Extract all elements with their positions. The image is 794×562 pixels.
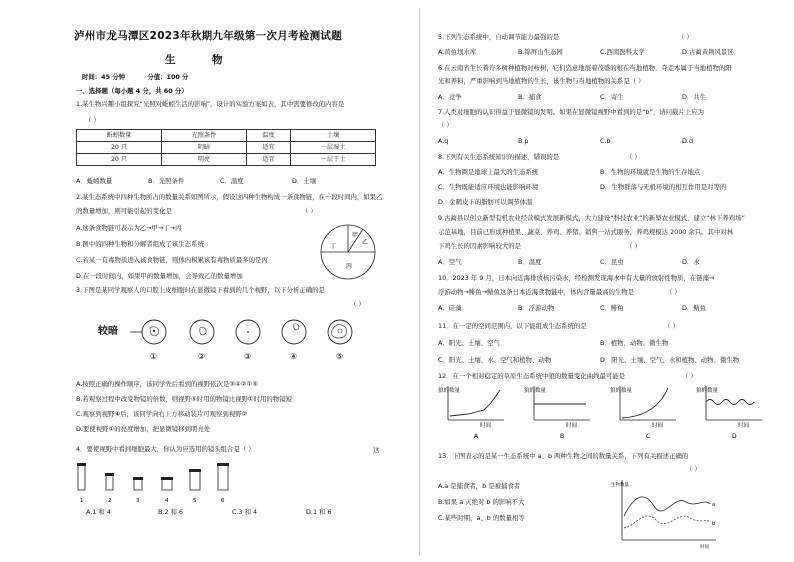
section-heading: 一、选择题（每小题 4 分，共 60 分） — [76, 87, 188, 95]
q1-answer-paren: （ ） — [85, 116, 100, 124]
right-column — [420, 0, 794, 562]
lens-5 — [189, 469, 201, 490]
q1-option-b: B．光照条件 — [148, 177, 185, 185]
graph-d — [696, 386, 762, 440]
lens-6 — [217, 463, 229, 490]
table-cell: 一层湿土 — [291, 142, 376, 154]
q2-option-d: D.在一段时间内，如果甲的数量增加，会导致乙的数量增加 — [76, 272, 243, 280]
q12-graphs — [434, 382, 784, 442]
q3-microscope-fields — [128, 314, 358, 370]
lens-label: 4 — [165, 498, 169, 504]
q1-option-d: D．土壤 — [292, 177, 317, 185]
q8-option-c: C．生物既能适应环境也能影响环境 — [438, 183, 539, 191]
graph-b — [524, 386, 590, 440]
graph-a — [438, 386, 504, 440]
q11-option-c: C．阳光、土壤、水、空气和植物、动物 — [438, 356, 552, 364]
q11-stem: 11．在一定的空间范围内，以下能组成生态系统的是 — [438, 322, 587, 330]
field-label: ① — [150, 352, 158, 361]
field-label: ② — [198, 352, 206, 361]
q13-option-a: A.a 是捕食者，b 是被捕食者 — [438, 482, 521, 490]
field-circle-1 — [142, 320, 166, 344]
curve-b — [624, 516, 710, 528]
q10-option-c: C．鲱鱼 — [600, 304, 624, 312]
q4-option-c: C.3 和 4 — [232, 508, 258, 516]
q1-option-a: A．蚯蚓数量 — [76, 177, 113, 185]
lens-label: 5 — [193, 498, 197, 504]
graph-ylabel: 狼的数量 — [696, 388, 719, 394]
field-circle-5 — [328, 320, 352, 344]
q10-option-b: B．浮游动物 — [518, 304, 555, 312]
graph-xlabel: 时间 — [700, 545, 709, 550]
lens-1 — [77, 463, 86, 490]
q8-stem: 8.下列有关生态系统知识的描述，错误的是 — [438, 153, 560, 161]
q6-stem-line1: 6.在云南省生长着许多树种植物对桉树，它们恣意地展着茂盛的根在当地植物，夺走本属于当地植物的阳 — [438, 64, 732, 72]
field-label: ⑤ — [336, 352, 344, 361]
q9-stem-line1: 9.古蔺县以创立新型有机农业经营模式发展新模式，大力建设“科技农业”的新型农业模式，建立“林下养鸡场” — [438, 214, 745, 222]
q5-option-d: D.古蔺黄荆风景区 — [682, 48, 734, 56]
q4-side-note: 这 — [373, 446, 380, 454]
pie-label-yi: 乙 — [362, 239, 369, 246]
field-circle-2 — [190, 320, 214, 344]
q9-answer-paren: （ ） — [626, 242, 641, 250]
field-circle-3 — [236, 320, 260, 344]
graph-ylabel: 狼的数量 — [524, 388, 547, 394]
q10-stem-line2: 浮游动物→鲱鱼→鲭鱼这条日本近海食物链中，体内含量最高的生物是 — [438, 288, 635, 296]
table-cell: 一层干土 — [291, 154, 376, 166]
q5-option-c: C.西南医科大学 — [600, 48, 645, 56]
q6-option-d: D．共生 — [682, 93, 707, 101]
q2-option-c: C.若某一有毒物质进入该食物链，则体内积累该有毒物质最多的是丙 — [76, 256, 268, 264]
table-cell: 阴暗 — [161, 142, 246, 154]
field-circle-4 — [282, 320, 306, 344]
q10-answer-paren: （ ） — [666, 288, 681, 296]
q2-option-a: A.这条食物链可表示为乙→甲→丁→丙 — [76, 224, 182, 232]
graph-label-c: C — [646, 433, 651, 440]
q4-option-d: D.1 和 6 — [306, 508, 332, 516]
q6-option-b: B．捕食 — [518, 93, 542, 101]
q11-option-d: D．阳光、土壤、空气、水和植物、动物、微生物 — [600, 356, 740, 364]
q3-option-b: B.若观察过程中改变物镜的倍数，则视野⑤时用的物镜比视野①时用的物镜短 — [76, 395, 292, 403]
q8-option-b: B．生物的环境就是生物的生存地点 — [600, 168, 701, 176]
q2-answer-paren: （ ） — [302, 207, 317, 215]
q2-stem-line2: 的数量增加，则可能引起的变化是 — [76, 207, 172, 215]
q9-option-c: C．昆虫 — [600, 258, 624, 266]
curve-label-b: b — [712, 521, 716, 527]
table-cell: 明亮 — [161, 154, 246, 166]
table-cell: 适宜 — [246, 154, 290, 166]
q10-option-a: A．硅藻 — [438, 304, 462, 312]
q8-option-d: D．生物群落与无机环境的相互作用是对等的 — [600, 183, 727, 191]
q13-population-graph — [610, 476, 720, 556]
q3-option-a: A.按照正确的操作顺序，该同学先后看到的视野依次是③④②①⑤ — [76, 380, 258, 388]
graph-label-d: D — [732, 433, 737, 440]
table-cell: 20 只 — [77, 154, 162, 166]
q7-stem-line1: 7.人类对细胞的认识得益于显微镜的发明。如果在显微镜视野中看到的是“b”，请问载片上应为 — [438, 108, 705, 116]
table-cell: 20 只 — [77, 142, 162, 154]
graph-xlabel: 时间 — [738, 423, 750, 429]
graph-xlabel: 时间 — [480, 423, 492, 429]
q10-stem-line1: 10．2023 年 9 月，日本向近海排放核污染水，经检测发现海水中有大量的放射性物质，在链藻→ — [438, 274, 715, 282]
graph-xlabel: 时间 — [652, 423, 664, 429]
q5-option-b: B.锦屏山生态园 — [518, 48, 563, 56]
q12-answer-paren: （ ） — [682, 372, 697, 380]
graph-ylabel: 生物数量 — [611, 483, 629, 488]
q5-stem: 5.下列生态系统中，自动调节能力最强的是 — [438, 33, 560, 41]
q7-option-b: B.p — [518, 137, 529, 145]
q3-stem: 3.下图是某同学观察人的口腔上皮细胞时在显微镜下看到的几个视野，以下分析正确的是 — [76, 286, 325, 294]
table-cell: 适宜 — [246, 142, 290, 154]
lens-2 — [105, 473, 114, 490]
q13-option-b: B.如果 a 灭绝对 b 的影响不大 — [438, 498, 525, 506]
curve-a — [624, 497, 710, 516]
lens-4 — [161, 477, 173, 490]
q11-option-b: B．植物、动物、微生物 — [600, 339, 669, 347]
lens-label: 3 — [136, 498, 140, 504]
field-label: ③ — [244, 352, 252, 361]
q13-answer-paren: （ ） — [686, 465, 701, 473]
q6-stem-line2: 光和养料，严重影响到当地植物的生长，该生物与当地植物的关系是（ ） — [438, 77, 645, 85]
pie-label-jia: 甲 — [352, 232, 359, 239]
q1-option-c: C．温度 — [220, 177, 244, 185]
q9-option-a: A．空气 — [438, 258, 462, 266]
q8-answer-paren: （ ） — [626, 153, 641, 161]
q4-stem: 4．要使视野中看到细胞最大，你认为应选用的镜头组合是（ ） — [76, 445, 255, 453]
q6-option-c: C．寄生 — [600, 93, 624, 101]
q3-option-d: D.要使视野①的亮度增加，把显微镜移到明亮处 — [76, 425, 211, 433]
q6-option-a: A．竞争 — [438, 93, 462, 101]
q8-option-a: A．生物圈是地球上最大的生态系统 — [438, 168, 539, 176]
q1-table — [76, 129, 376, 166]
q8-option-extra: D．金鹤皮下的脂肪可以调节体温 — [438, 198, 533, 206]
q11-answer-paren: （ ） — [664, 322, 679, 330]
q4-lens-figure — [76, 460, 246, 506]
table-header: 土壤 — [291, 130, 376, 142]
q13-stem: 13．下图表示的是某一生态系统中 a、b 两种生物之间的数量关系，下列有关描述正确的 — [438, 452, 689, 460]
lens-3 — [133, 477, 143, 490]
exam-meta: 时间：45 分钟 分值：100 分 — [82, 73, 189, 81]
q1-stem: 1.某生物兴趣小组探究“光照对蚯蚓生活的影响”，设计的实验方案如表，其中需要修改的内容是 — [76, 100, 345, 108]
q7-stem-line2: （ ） — [438, 121, 453, 129]
graph-ylabel: 狼的数量 — [610, 388, 633, 394]
pie-label-ding: 丁 — [330, 243, 337, 250]
lens-label: 2 — [108, 498, 112, 504]
table-header: 光照条件 — [161, 130, 246, 142]
q7-option-d: D.d — [682, 137, 694, 145]
pie-label-bing: 丙 — [346, 263, 353, 270]
table-row — [77, 142, 376, 154]
field-label: ④ — [290, 352, 298, 361]
q5-answer-paren: （ ） — [678, 33, 693, 41]
q9-option-b: B．温度 — [518, 258, 542, 266]
q5-option-a: A.黄鱼坝水库 — [438, 48, 477, 56]
q10-option-d: D．鲭鱼 — [682, 304, 707, 312]
table-row — [77, 154, 376, 166]
q3-option-c: C.观察到视野④后，该同学向右上方移动装片可观察到视野② — [76, 410, 248, 418]
graph-c — [610, 386, 676, 440]
lens-label: 1 — [80, 498, 84, 504]
graph-xlabel: 时间 — [566, 423, 578, 429]
q2-stem-line1: 2.某生态系统中四种生物所占的数量关系如图所示，假设这四种生物构成一条食物链，在一段时间内，如果乙 — [76, 193, 383, 201]
q11-option-a: A．阳光、土壤、空气 — [438, 339, 500, 347]
q13-option-c: C.某些时期，a、b 的数量相等 — [438, 514, 525, 522]
q7-option-a: A.q — [438, 137, 449, 145]
q4-option-a: A.1 和 4 — [86, 508, 111, 516]
q2-pie-figure — [318, 222, 378, 282]
exam-title: 泸州市龙马潭区2023年秋期九年级第一次月考检测试题 — [74, 30, 343, 42]
q12-stem: 12．在一个相对稳定的草原生态系统中狼的数量变化曲线最可能是 — [438, 372, 626, 380]
q4-option-b: B.2 和 6 — [158, 508, 184, 516]
q2-option-b: B.图中的四种生物和分解者组成了该生态系统 — [76, 240, 204, 248]
table-row — [77, 130, 376, 142]
q9-option-d: D．水 — [682, 258, 700, 266]
q3-figure-label: 较暗 — [98, 326, 118, 337]
graph-label-a: A — [474, 433, 479, 440]
table-header: 温度 — [246, 130, 290, 142]
q7-option-c: C.b — [600, 137, 611, 145]
q3-answer-paren: （ ） — [350, 300, 365, 308]
graph-label-b: B — [560, 433, 565, 440]
subject-heading: 生 物 — [165, 54, 223, 66]
curve-label-a: a — [712, 502, 716, 508]
q9-stem-line3: 下鸡生长的因素影响较大的是 — [438, 242, 522, 250]
q9-stem-line2: 示范基地，目前已形成种植果、蔬菜、养鸡、养猪、销售一站式服务，养鸡规模达 2000 余只。其中对林 — [438, 228, 734, 236]
table-header: 蚯蚓数量 — [77, 130, 162, 142]
lens-label: 6 — [221, 498, 225, 504]
graph-ylabel: 狼的数量 — [438, 388, 461, 394]
